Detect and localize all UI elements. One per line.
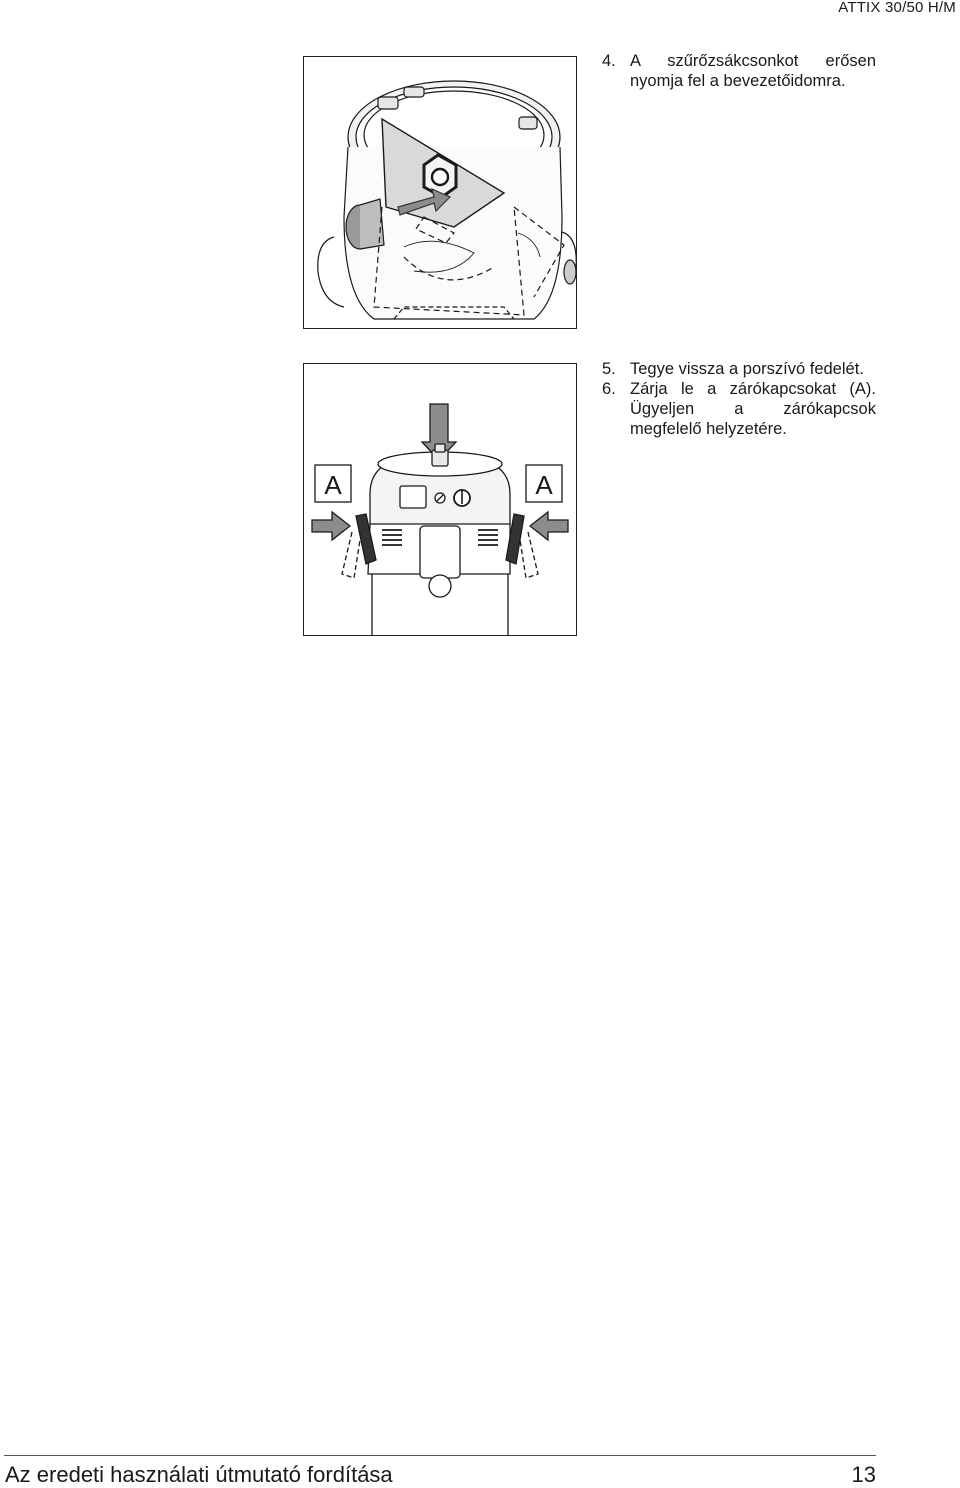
instruction-list-part-1 [602,51,876,91]
step-item [602,379,876,439]
step-item [602,51,876,91]
latch-label-right: A [535,470,553,500]
filter-bag-illustration [304,57,576,328]
figure-filter-bag-install [303,56,577,329]
instruction-list-part-2 [602,359,876,439]
step-text: Zárja le a zárókapcsokat (A). Ügyeljen a zárókapcsok megfelelő helyzetére. [630,380,876,438]
step-number: 5. [602,360,616,378]
page-number: 13 [851,1462,876,1487]
figure-lid-latches [303,363,577,636]
step-text: Tegye vissza a porszívó fedelét. [630,360,864,378]
step-number: 4. [602,52,616,70]
document-model-header: ATTIX 30/50 H/M [838,0,956,16]
lid-latches-illustration [304,364,576,635]
step-number: 6. [602,380,616,398]
latch-label-left: A [324,470,342,500]
step-text: A szűrőzsákcsonkot erősen nyomja fel a bevezetőidomra. [630,52,876,90]
footer-divider [4,1455,876,1456]
footer-title: Az eredeti használati útmutató fordítása [5,1462,393,1487]
step-item [602,359,876,379]
